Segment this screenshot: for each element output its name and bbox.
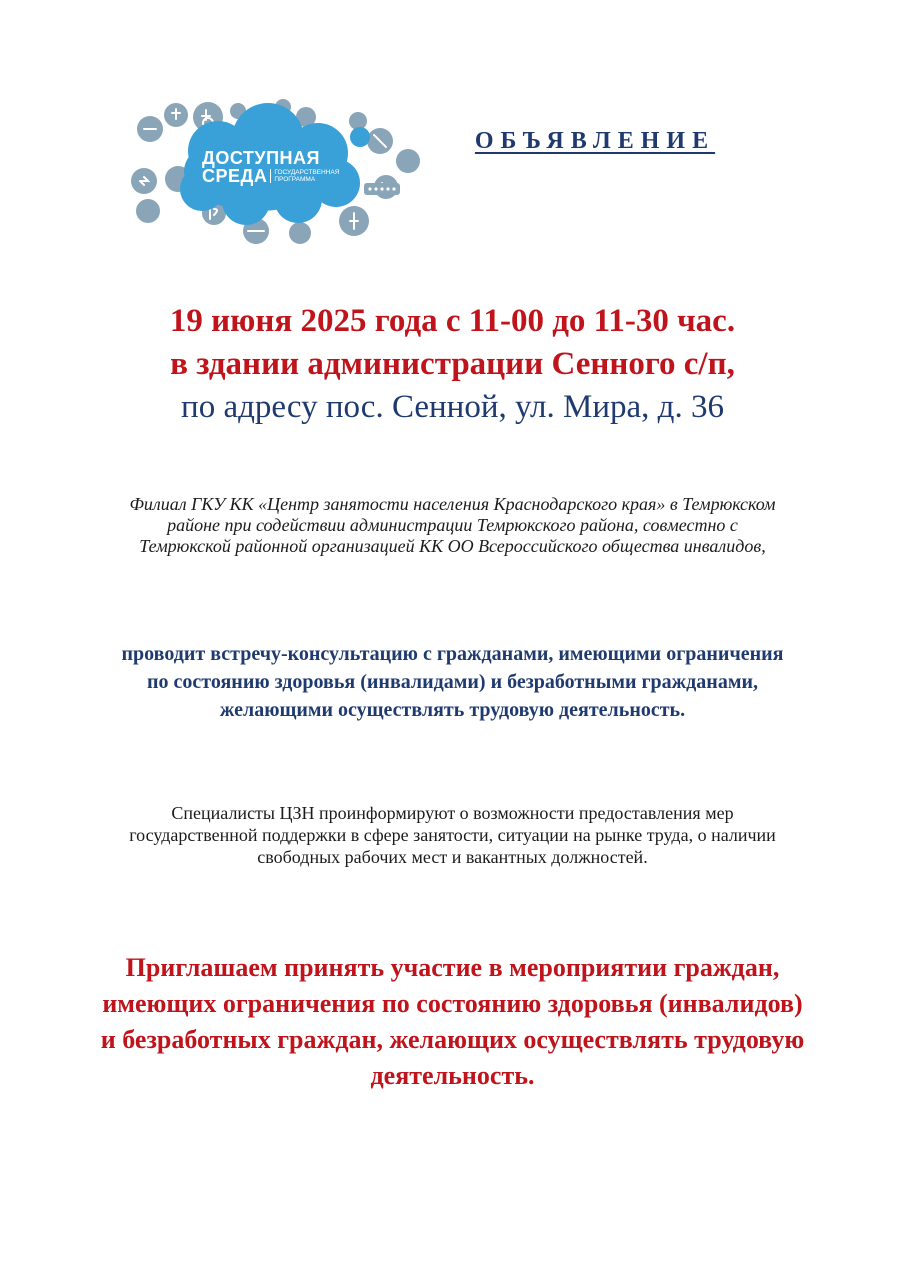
organizer-intro: Филиал ГКУ КК «Центр занятости населения Краснодарского края» в Темрюкском районе при содействии администрации Темрюкского района, совместно с Темрюкской районной организацией КК ОО Всероссийского общества инвалидов,	[129, 494, 776, 556]
dostupnaya-sreda-logo	[128, 95, 428, 255]
logo-subtitle-line1: ГОСУДАРСТВЕННАЯ	[274, 169, 340, 176]
logo-text	[202, 149, 339, 185]
event-details	[0, 300, 905, 429]
logo-subtitle-line2: ПРОГРАММА	[274, 176, 316, 183]
announcement-heading: ОБЪЯВЛЕНИЕ	[474, 128, 716, 154]
specialists-info: Специалисты ЦЗН проинформируют о возможности предоставления мер государственной поддержки в сфере занятости, ситуации на рынке труда, о наличии свободных рабочих мест и вакантных должностей.	[129, 803, 776, 867]
event-place-comma: ,	[726, 346, 735, 382]
event-address: по адресу пос. Сенной, ул. Мира, д. 36	[181, 389, 724, 425]
meeting-description: проводит встречу-консультацию с гражданами, имеющими ограничения по состоянию здоровья (инвалидами) и безработными гражданами, желающими осуществлять трудовую деятельность.	[121, 643, 784, 721]
logo-title-line1: ДОСТУПНАЯ	[202, 148, 320, 168]
event-datetime: 19 июня 2025 года с 11-00 до 11-30 час.	[169, 303, 736, 339]
event-place-text: в здании администрации Сенного с/п	[170, 346, 727, 382]
invitation-text: Приглашаем принять участие в мероприятии граждан, имеющих ограничения по состоянию здоровья (инвалидов) и безработных граждан, желающих осуществлять трудовую деятельность.	[100, 953, 805, 1090]
logo-title-line2: СРЕДА	[202, 166, 268, 186]
event-place	[0, 343, 905, 386]
